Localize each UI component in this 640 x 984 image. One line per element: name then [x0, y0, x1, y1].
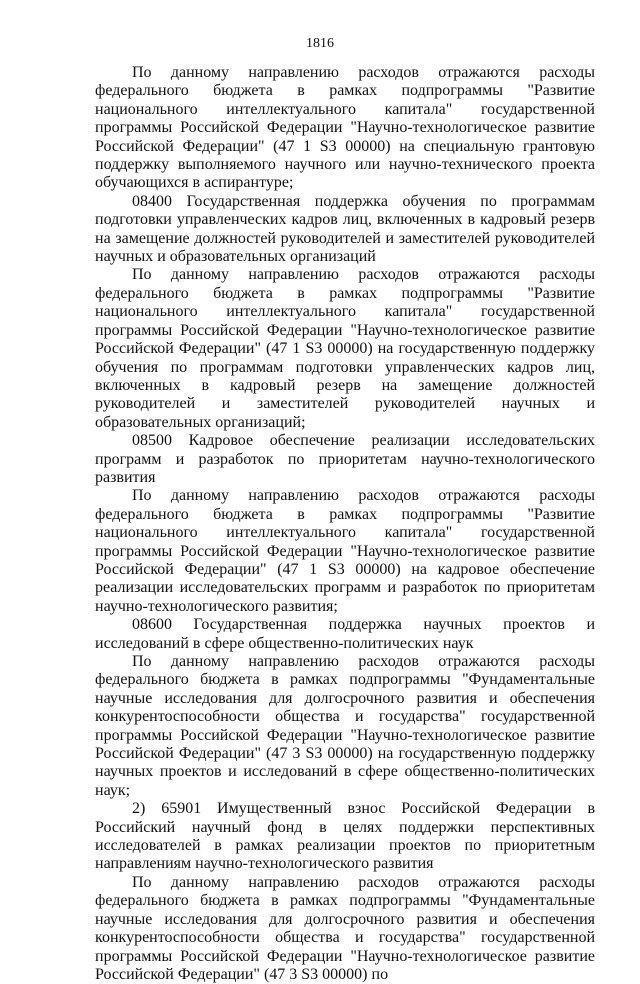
paragraph-4: 08500 Кадровое обеспечение реализации исследовательских программ и разработок по приоритетам научно-технологического развития — [95, 432, 595, 486]
paragraph-2: 08400 Государственная поддержка обучения по программам подготовки управленческих кадров лиц, включенных в кадровый резерв на замещение должностей руководителей и заместителей руководителей научных и образовательных организаций — [95, 192, 595, 266]
paragraph-6: 08600 Государственная поддержка научных проектов и исследований в сфере общественно-политических наук — [95, 616, 595, 652]
paragraph-8: 2) 65901 Имущественный взнос Российской Федерации в Российский научный фонд в целях поддержки перспективных исследователей в рамках реализации проектов по приоритетным направлениям научно-технологического развития — [95, 800, 595, 873]
paragraph-7: По данному направлению расходов отражаются расходы федерального бюджета в рамках подпрограммы "Фундаментальные научные исследования для долгосрочного развития и обеспечения конкурентоспособности общества и государства" государственной программы Российской Федерации "Научно-технологическое развитие Российской Федерации" (47 3 S3 00000) на государственную поддержку научных проектов и исследований в сфере общественно-политических наук; — [95, 653, 595, 799]
paragraph-5: По данному направлению расходов отражаются расходы федерального бюджета в рамках подпрограммы "Развитие национального интеллектуального капитала" государственной программы Российской Федерации "Научно-технологическое развитие Российской Федерации" (47 1 S3 00000) на кадровое обеспечение реализации исследовательских программ и разработок по приоритетам научно-технологического развития; — [95, 487, 595, 615]
paragraph-1: По данному направлению расходов отражаются расходы федерального бюджета в рамках подпрограммы "Развитие национального интеллектуального капитала" государственной программы Российской Федерации "Научно-технологическое развитие Российской Федерации" (47 1 S3 00000) на специальную грантовую поддержку выполняемого научного или научно-технического проекта обучающихся в аспирантуре; — [95, 64, 595, 192]
paragraph-3: По данному направлению расходов отражаются расходы федерального бюджета в рамках подпрограммы "Развитие национального интеллектуального капитала" государственной программы Российской Федерации "Научно-технологическое развитие Российской Федерации" (47 1 S3 00000) на государственную поддержку обучения по программам подготовки управленческих кадров лиц, включенных в кадровый резерв на замещение должностей руководителей и заместителей руководителей научных и образовательных организаций; — [95, 266, 595, 431]
paragraph-9: По данному направлению расходов отражаются расходы федерального бюджета в рамках подпрограммы "Фундаментальные научные исследования для долгосрочного развития и обеспечения конкурентоспособности общества и государства" государственной программы Российской Федерации "Научно-технологическое развитие Российской Федерации" (47 3 S3 00000) по — [95, 873, 595, 983]
page-number: 1816 — [306, 36, 334, 51]
body-text — [95, 64, 595, 984]
